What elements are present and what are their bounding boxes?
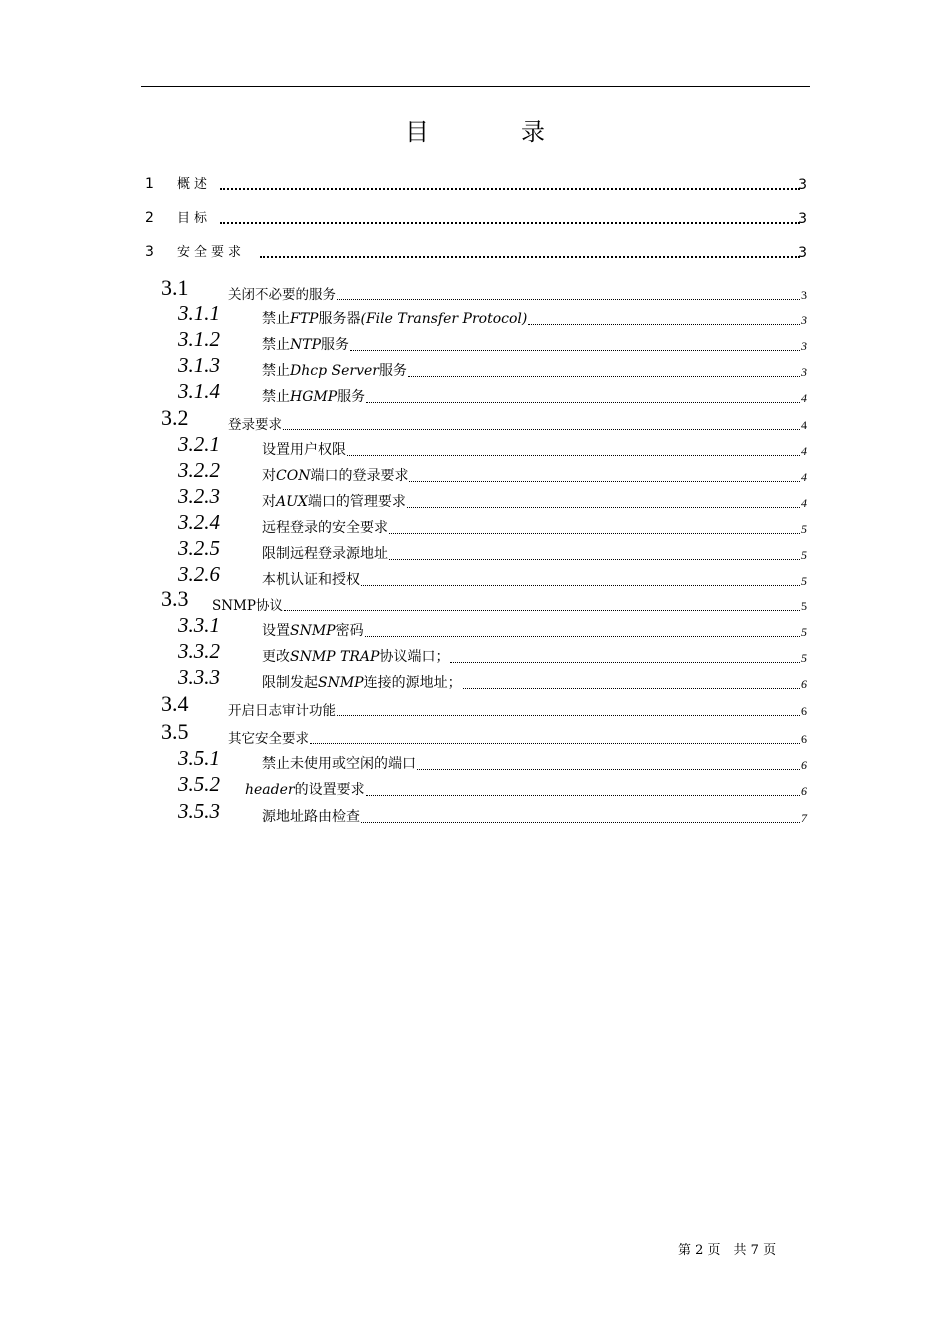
toc-entry[interactable] bbox=[0, 588, 950, 616]
toc-entry-title: SNMP协议 bbox=[212, 598, 283, 614]
toc-entry-title-part: 限制远程登录源地址 bbox=[262, 546, 388, 562]
toc-entry[interactable] bbox=[0, 511, 950, 539]
toc-entry-number: 3.1.1 bbox=[178, 301, 220, 325]
toc-entry-number: 3.1.3 bbox=[178, 353, 220, 377]
toc-entry-title-part: 的设置要求 bbox=[294, 782, 365, 798]
toc-entry-title-part: 设置 bbox=[262, 623, 290, 639]
toc-entry-title bbox=[262, 334, 349, 354]
toc-page-number: 6 bbox=[801, 732, 807, 746]
toc-entry[interactable] bbox=[0, 721, 950, 749]
toc-entry-title: 登录要求 bbox=[228, 417, 282, 433]
toc-page-number: 3 bbox=[798, 245, 807, 261]
toc-leader-dots bbox=[361, 585, 800, 586]
toc-entry-number: 3.5.1 bbox=[178, 746, 220, 770]
toc-entry[interactable] bbox=[0, 563, 950, 591]
toc-entry-title-part: 服务 bbox=[378, 363, 407, 379]
toc-entry[interactable] bbox=[0, 485, 950, 513]
toc-entry-title-term: SNMP bbox=[318, 675, 364, 691]
toc-entry-title: 其它安全要求 bbox=[228, 731, 309, 747]
toc-entry-title bbox=[262, 439, 346, 459]
toc-entry[interactable] bbox=[0, 238, 950, 266]
toc-entry-number: 3.5.2 bbox=[178, 772, 220, 796]
toc-leader-dots bbox=[220, 188, 800, 190]
toc-entry-title-part: 服务 bbox=[337, 389, 366, 405]
toc-entry-title-part: 对 bbox=[262, 468, 276, 484]
toc-leader-dots bbox=[463, 688, 800, 689]
toc-entry[interactable] bbox=[0, 666, 950, 694]
toc-entry-number: 1 bbox=[145, 176, 154, 192]
toc-entry-number: 3.2.1 bbox=[178, 432, 220, 456]
toc-entry-title-part: 禁止未使用或空闲的端口 bbox=[262, 756, 416, 772]
toc-entry-number: 3.5 bbox=[161, 719, 189, 744]
toc-entry-title-term: SNMP TRAP bbox=[290, 649, 380, 665]
toc-entry-title-part: 本机认证和授权 bbox=[262, 572, 360, 588]
toc-page-number: 7 bbox=[801, 811, 807, 825]
toc-page-number: 5 bbox=[801, 522, 807, 536]
toc-entry[interactable] bbox=[0, 800, 950, 828]
toc-entry-number: 3.3.1 bbox=[178, 613, 220, 637]
toc-entry-title bbox=[262, 620, 364, 640]
toc-entry-number: 3.1.2 bbox=[178, 327, 220, 351]
toc-page-number: 5 bbox=[801, 651, 807, 665]
toc-leader-dots bbox=[361, 822, 800, 823]
toc-entry-number: 3.1 bbox=[161, 275, 189, 300]
toc-entry-title-part: 协议端口； bbox=[379, 649, 450, 665]
toc-entry-title-term: AUX bbox=[276, 494, 308, 510]
toc-entry-title-term: Dhcp Server bbox=[290, 363, 379, 379]
toc-leader-dots bbox=[407, 507, 800, 508]
toc-entry-number: 3.3 bbox=[161, 586, 189, 611]
toc-leader-dots bbox=[409, 481, 800, 482]
toc-leader-dots bbox=[366, 402, 800, 403]
toc-leader-dots bbox=[220, 222, 800, 224]
toc-entry-title-term: HGMP bbox=[290, 389, 338, 405]
toc-entry-title-part: 更改 bbox=[262, 649, 290, 665]
toc-entry-title bbox=[262, 672, 462, 692]
toc-leader-dots bbox=[260, 256, 800, 258]
toc-entry[interactable] bbox=[0, 693, 950, 721]
toc-leader-dots bbox=[283, 429, 800, 430]
toc-entry-title: 概述 bbox=[177, 177, 212, 192]
toc-leader-dots bbox=[337, 715, 800, 716]
toc-leader-dots bbox=[417, 769, 800, 770]
toc-entry-title-term: CON bbox=[276, 468, 311, 484]
toc-entry-title: 关闭不必要的服务 bbox=[228, 287, 336, 303]
toc-leader-dots bbox=[389, 559, 800, 560]
toc-leader-dots bbox=[366, 795, 800, 796]
toc-entry-title bbox=[262, 569, 360, 589]
toc-entry-title bbox=[262, 465, 408, 485]
page-footer: 第 2 页 共 7 页 bbox=[678, 1243, 777, 1258]
toc-entry[interactable] bbox=[0, 614, 950, 642]
toc-entry-title-part: 服务 bbox=[321, 337, 350, 353]
toc-entry-title-part: 禁止 bbox=[262, 311, 290, 327]
toc-entry-number: 3 bbox=[145, 244, 154, 260]
toc-entry-title: 安全要求 bbox=[177, 245, 246, 260]
toc-entry-number: 3.3.3 bbox=[178, 665, 220, 689]
toc-entry-title: 目标 bbox=[177, 211, 212, 226]
toc-entry-title bbox=[262, 646, 449, 666]
toc-entry-number: 3.2.4 bbox=[178, 510, 220, 534]
toc-entry-title-part: 限制发起 bbox=[262, 675, 318, 691]
toc-leader-dots bbox=[528, 324, 800, 325]
toc-page-number: 3 bbox=[801, 339, 807, 353]
toc-entry-title-term: NTP bbox=[290, 337, 322, 353]
toc-entry-title-part: 设置用户权限 bbox=[262, 442, 346, 458]
toc-page-number: 4 bbox=[801, 496, 807, 510]
toc-entry-title-part: 禁止 bbox=[262, 337, 290, 353]
toc-entry[interactable] bbox=[0, 640, 950, 668]
toc-page-number: 6 bbox=[801, 677, 807, 691]
toc-page-number: 4 bbox=[801, 470, 807, 484]
header-rule bbox=[141, 86, 810, 87]
toc-entry-title bbox=[262, 806, 360, 826]
toc-entry-title-part: 对 bbox=[262, 494, 276, 510]
toc-entry-title bbox=[262, 360, 407, 380]
toc-entry[interactable] bbox=[0, 354, 950, 382]
toc-entry-number: 3.2.3 bbox=[178, 484, 220, 508]
toc-leader-dots bbox=[284, 610, 800, 611]
toc-entry-title-part: 端口的登录要求 bbox=[310, 468, 409, 484]
toc-entry-number: 3.2 bbox=[161, 405, 189, 430]
toc-entry[interactable] bbox=[0, 433, 950, 461]
toc-entry[interactable] bbox=[0, 328, 950, 356]
toc-entry-title: 开启日志审计功能 bbox=[228, 703, 336, 719]
toc-entry-number: 3.1.4 bbox=[178, 379, 220, 403]
toc-entry-title-part: 禁止 bbox=[262, 363, 290, 379]
toc-page-number: 3 bbox=[801, 313, 807, 327]
toc-entry[interactable] bbox=[0, 380, 950, 408]
toc-page-number: 5 bbox=[801, 548, 807, 562]
toc-entry-title-part: 远程登录的安全要求 bbox=[262, 520, 388, 536]
toc-leader-dots bbox=[310, 743, 800, 744]
toc-entry-title-part: 连接的源地址； bbox=[363, 675, 462, 691]
toc-page-number: 4 bbox=[801, 418, 807, 432]
toc-page-number: 5 bbox=[801, 599, 807, 613]
toc-entry-title-part: 源地址路由检查 bbox=[262, 809, 360, 825]
toc-page-number: 3 bbox=[801, 288, 807, 302]
toc-entry-number: 3.2.6 bbox=[178, 562, 220, 586]
toc-page-number: 4 bbox=[801, 391, 807, 405]
toc-entry-number: 2 bbox=[145, 210, 154, 226]
toc-entry[interactable] bbox=[0, 537, 950, 565]
toc-entry-title-term: (File Transfer Protocol) bbox=[360, 311, 528, 327]
toc-leader-dots bbox=[350, 350, 800, 351]
toc-page-number: 3 bbox=[801, 365, 807, 379]
toc-entry-number: 3.2.5 bbox=[178, 536, 220, 560]
toc-entry-title bbox=[245, 779, 365, 799]
toc-entry[interactable] bbox=[0, 204, 950, 232]
toc-entry-title bbox=[262, 491, 406, 511]
toc-entry-title-part: 禁止 bbox=[262, 389, 290, 405]
toc-entry-title-term: FTP bbox=[290, 311, 319, 327]
toc-entry[interactable] bbox=[0, 747, 950, 775]
toc-page-number: 5 bbox=[801, 625, 807, 639]
toc-title: 目 录 bbox=[405, 118, 579, 146]
toc-entry-title bbox=[262, 517, 388, 537]
toc-entry-number: 3.5.3 bbox=[178, 799, 220, 823]
toc-page-number: 4 bbox=[801, 444, 807, 458]
toc-entry[interactable] bbox=[0, 170, 950, 198]
toc-entry-title bbox=[262, 386, 365, 406]
toc-entry-number: 3.3.2 bbox=[178, 639, 220, 663]
toc-entry-title bbox=[262, 308, 527, 328]
toc-leader-dots bbox=[450, 662, 800, 663]
toc-leader-dots bbox=[365, 636, 800, 637]
toc-page-number: 3 bbox=[798, 211, 807, 227]
toc-entry-number: 3.4 bbox=[161, 691, 189, 716]
toc-leader-dots bbox=[408, 376, 800, 377]
toc-entry-title-part: 密码 bbox=[335, 623, 364, 639]
toc-leader-dots bbox=[347, 455, 800, 456]
toc-entry-number: 3.2.2 bbox=[178, 458, 220, 482]
toc-page-number: 3 bbox=[798, 177, 807, 193]
toc-entry[interactable] bbox=[0, 459, 950, 487]
toc-leader-dots bbox=[337, 299, 800, 300]
toc-page-number: 5 bbox=[801, 574, 807, 588]
toc-entry[interactable] bbox=[0, 277, 950, 305]
toc-entry-title bbox=[262, 753, 416, 773]
toc-page-number: 6 bbox=[801, 704, 807, 718]
toc-page-number: 6 bbox=[801, 758, 807, 772]
toc-page-number: 6 bbox=[801, 784, 807, 798]
toc-entry[interactable] bbox=[0, 302, 950, 330]
toc-entry-title-part: 端口的管理要求 bbox=[307, 494, 406, 510]
toc-entry-title-part: 服务器 bbox=[318, 311, 361, 327]
toc-entry-title bbox=[262, 543, 388, 563]
toc-entry[interactable] bbox=[0, 773, 950, 801]
toc-entry-title-term: header bbox=[245, 782, 295, 798]
toc-entry[interactable] bbox=[0, 407, 950, 435]
toc-entry-title-term: SNMP bbox=[290, 623, 336, 639]
toc-leader-dots bbox=[389, 533, 800, 534]
